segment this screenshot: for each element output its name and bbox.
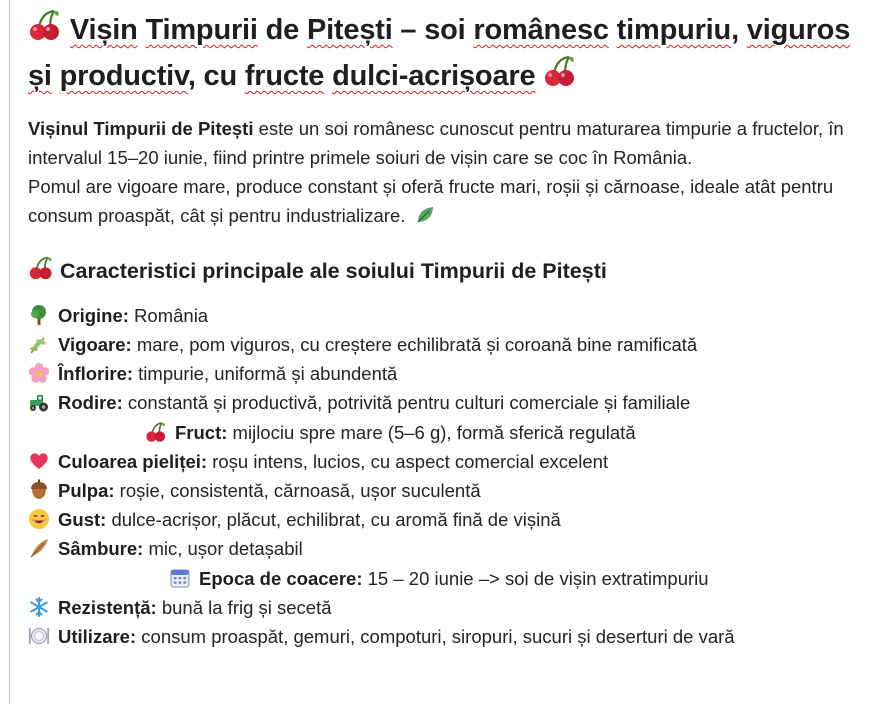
title-text [324, 60, 332, 92]
feature-value: mic, ușor detașabil [143, 538, 303, 560]
list-item [28, 388, 878, 417]
tractor-icon [28, 391, 50, 413]
list-item [28, 359, 878, 388]
plate-icon [28, 625, 50, 647]
calendar-icon [169, 567, 191, 589]
cherry-icon [145, 421, 167, 443]
list-item [28, 534, 878, 563]
feature-value: dulce-acrișor, plăcut, echilibrat, cu aromă fină de vișină [106, 509, 561, 531]
feature-value: constantă și productivă, potrivită pentru culturi comerciale și familiale [122, 392, 691, 414]
feature-label: Utilizare: [58, 625, 137, 647]
heart-icon [28, 450, 50, 472]
title-word: dulci-acrișoare [332, 59, 536, 92]
feather-icon [28, 537, 50, 559]
feature-value: consum proaspăt, gemuri, compoturi, siropuri, sucuri și deserturi de vară [136, 625, 735, 647]
title-word: Pitești [306, 14, 393, 46]
cherry-icon [28, 256, 54, 289]
intro-paragraph [28, 114, 878, 233]
page-title [28, 8, 878, 100]
tree-icon [28, 304, 50, 326]
feature-value: România [128, 304, 209, 326]
document-content [28, 8, 878, 651]
feature-value: bună la frig și secetă [156, 596, 332, 618]
left-border-line [9, 0, 10, 704]
feature-value: roșu intens, lucios, cu aspect comercial excelent [207, 450, 609, 472]
feature-label: Culoarea pieliței: [58, 450, 208, 472]
title-word: și [28, 59, 52, 92]
feature-label: Fruct: [175, 421, 228, 443]
feature-label: Pulpa: [58, 479, 115, 501]
title-word: românesc [473, 14, 609, 46]
features-list [28, 301, 878, 651]
feature-label: Vigoare: [58, 333, 132, 355]
herb-icon [28, 333, 50, 355]
list-item [28, 301, 878, 330]
snowflake-icon [28, 596, 50, 618]
title-text: , cu [187, 59, 245, 92]
cherry-icon [28, 9, 62, 54]
feature-label: Origine: [58, 304, 129, 326]
title-text: – soi [392, 14, 474, 46]
list-item [28, 564, 878, 593]
feature-value: mare, pom viguros, cu creștere echilibrată și coroană bine ramificată [131, 333, 698, 355]
blossom-icon [28, 362, 50, 384]
title-text: , [731, 14, 747, 46]
feature-value: 15 – 20 iunie –> soi de vișin extratimpuriu [362, 567, 709, 589]
leaf-icon [415, 204, 435, 233]
feature-value: timpurie, uniformă și abundentă [133, 363, 398, 385]
title-text [138, 14, 146, 46]
feature-value: mijlociu spre mare (5–6 g), formă sferică regulată [227, 421, 636, 443]
title-word: viguros [746, 14, 851, 46]
feature-label: Epoca de coacere: [199, 567, 363, 589]
intro-text: este un soi românesc cunoscut pentru maturarea timpurie a fructelor, în intervalul 15–20 iunie, fiind printre primele soiuri de vișin care se coc în România. [28, 117, 844, 168]
list-item [28, 418, 878, 447]
feature-value: roșie, consistentă, cărnoasă, ușor suculentă [114, 479, 481, 501]
title-word: Timpurii [145, 14, 258, 46]
intro-text: Pomul are vigoare mare, produce constant și oferă fructe mari, roșii și cărnoase, ideale atât pentru consum proaspăt, cât și pentru industrializare. [28, 175, 834, 226]
feature-label: Gust: [58, 509, 107, 531]
list-item [28, 447, 878, 476]
list-item [28, 622, 878, 651]
list-item [28, 593, 878, 622]
title-word: productiv [59, 59, 188, 92]
title-text [52, 60, 60, 92]
feature-label: Rezistență: [58, 596, 157, 618]
feature-label: Rodire: [58, 392, 123, 414]
title-text: de [257, 14, 307, 46]
section-heading [28, 255, 878, 289]
title-word: fructe [244, 59, 325, 92]
feature-label: Înflorire: [58, 363, 134, 385]
smile-icon [28, 508, 50, 530]
intro-bold: Vișinul Timpurii de Pitești [28, 117, 254, 139]
list-item [28, 476, 878, 505]
feature-label: Sâmbure: [58, 538, 144, 560]
title-word: timpuriu [616, 14, 732, 46]
section-heading-text: Caracteristici principale ale soiului Timpurii de Pitești [60, 258, 607, 283]
list-item [28, 330, 878, 359]
cherry-icon [543, 55, 577, 100]
list-item [28, 505, 878, 534]
acorn-icon [28, 479, 50, 501]
title-word: Vișin [69, 14, 138, 46]
title-text [609, 14, 617, 46]
